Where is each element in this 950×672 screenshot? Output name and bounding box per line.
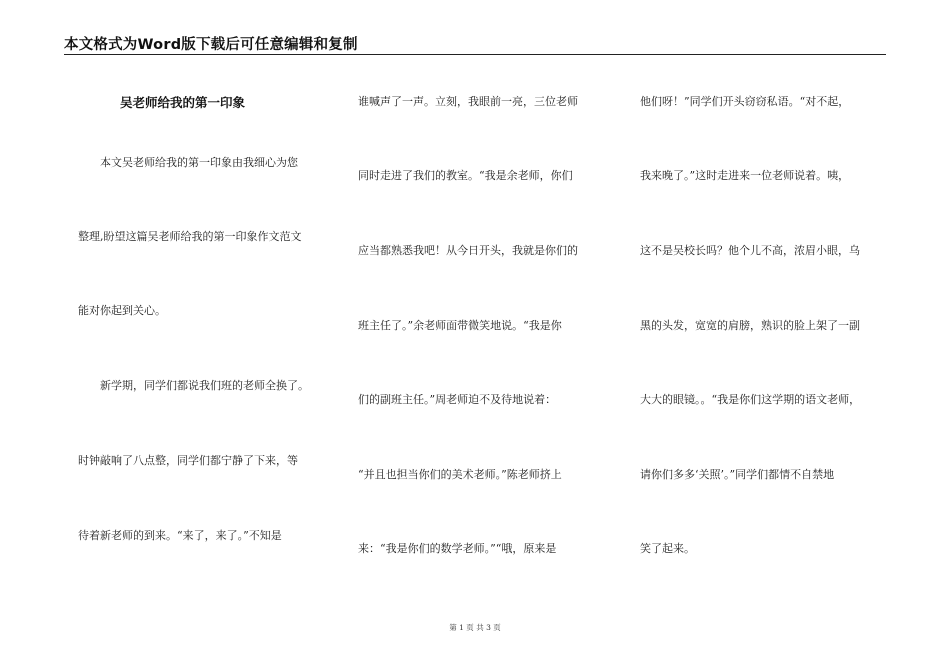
header-title: 本文格式为Word版下载后可任意编辑和复制 [64,37,358,53]
text-line: 们的副班主任。”周老师迫不及待地说着： [358,393,557,406]
text-line: 应当都熟悉我吧！从今日开头，我就是你们的 [358,244,578,257]
text-line: 能对你起到关心。 [78,304,166,317]
text-line: 本文吴老师给我的第一印象由我细心为您 [78,156,298,169]
text-line: 谁喊声了一声。立刻，我眼前一亮，三位老师 [358,95,578,108]
text-line: 我来晚了。”这时走进来一位老师说着。咦， [640,169,850,182]
text-line: 班主任了。”余老师面带微笑地说。“我是你 [358,319,562,332]
text-line: 这不是吴校长吗？他个儿不高，浓眉小眼，乌 [640,244,860,257]
article-title: 吴老师给我的第一印象 [120,95,246,110]
text-line: 同时走进了我们的教室。“我是余老师，你们 [358,169,573,182]
text-line: 大大的眼镜。。“我是你们这学期的语文老师， [640,393,861,406]
text-column-3 [640,0,890,672]
text-line: 整理,盼望这篇吴老师给我的第一印象作文范文 [78,230,302,243]
text-line: 时钟敲响了八点整，同学们都宁静了下来，等 [78,454,298,467]
text-line: 新学期，同学们都说我们班的老师全换了。 [78,379,309,392]
text-line: 笑了起来。 [640,542,695,555]
text-line: 待着新老师的到来。“来了，来了。”不知是 [78,529,282,542]
text-line: 请你们多多‘关照’。”同学们都情不自禁地 [640,468,835,481]
text-column-1 [78,0,328,672]
page-number: 第 1 页 共 3 页 [449,623,501,632]
text-line: 来：“我是你们的数学老师。”“哦，原来是 [358,542,557,555]
text-line: “并且也担当你们的美术老师。”陈老师挤上 [358,468,562,481]
text-line: 他们呀！”同学们开头窃窃私语。“对不起， [640,95,850,108]
text-column-2 [358,0,608,672]
text-line: 黑的头发，宽宽的肩膀，熟识的脸上架了一副 [640,319,860,332]
